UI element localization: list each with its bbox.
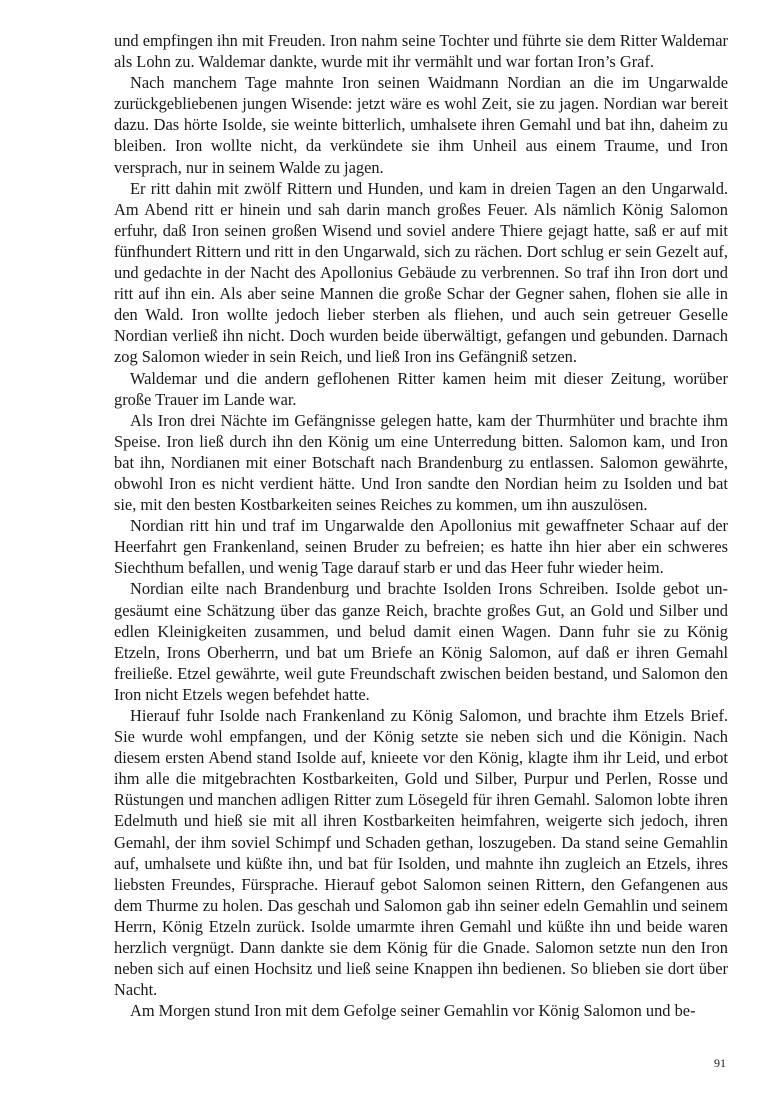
paragraph-1: und empfingen ihn mit Freuden. Iron nahm seine Tochter und führte sie dem Ritter Waldemar als Lohn zu. Waldemar dankte, wurde mit ihr vermählt und war fortan Iron’s Graf. xyxy=(114,31,728,72)
paragraph-2: Nach manchem Tage mahnte Iron seinen Waidmann Nordian an die im Ungarwalde zurückgebliebenen jungen Wisende: jetzt wäre es wohl Zeit, sie zu jagen. Nordian war bereit dazu. Das hörte Isolde, sie weinte bitterlich, umhalsete ihren Gemahl und bat ihn, daheim zu bleiben. Iron wollte nicht, da verkündete sie ihm Unheil aus einem Traume, und Iron versprach, nur in seinem Walde zu jagen. xyxy=(114,73,728,177)
page-body xyxy=(114,30,728,1021)
paragraph-5: Als Iron drei Nächte im Gefängnisse gelegen hatte, kam der Thurmhüter und brachte ihm Speise. Iron ließ durch ihn den König um eine Unterredung bitten. Salomon kam, und Iron bat ihn, Nordianen mit einer Botschaft nach Brandenburg zu entlassen. Salomon gewährte, obwohl Iron es nicht verdient hätte. Und Iron sandte den Nordian heim zu Isolden und bat sie, mit den besten Kostbarkeiten seines Reiches zu kommen, um ihn auszulösen. xyxy=(114,410,728,515)
paragraph-7: Nordian eilte nach Brandenburg und brachte Isolden Irons Schreiben. Isolde gebot ungesäumt eine Schätzung über das ganze Reich, brachte großes Gut, an Gold und Silber und edlen Kleinigkeiten zusammen, und belud damit einen Wagen. Dann fuhr sie zu König Etzeln, Irons Oberherrn, und bat um Briefe an König Salomon, auf daß er ihren Gemahl freiließe. Etzel gewährte, weil gute Freundschaft zwischen beiden bestand, und Salomon den Iron nicht Etzels wegen befehdet hatte. xyxy=(114,579,728,704)
paragraph-9: Am Morgen stund Iron mit dem Gefolge seiner Gemahlin vor König Salomon und be- xyxy=(130,1001,696,1021)
paragraph-8: Hierauf fuhr Isolde nach Frankenland zu König Salomon, und brachte ihm Etzels Brief. Sie wurde wohl empfangen, und der König setzte sie neben sich und die Königin. Nach diesem ersten Abend stand Isolde auf, knieete vor den König, klagte ihm ihr Leid, und erbot ihm alle die mitgebrachten Kostbarkeiten, Gold und Silber, Purpur und Perlen, Rosse und Rüstungen und manchen adligen Ritter zum Lösegeld für ihren Gemahl. Salomon lobte ihren Edelmuth und hieß sie mit all ihren Kostbarkeiten heimfahren, weigerte sich jedoch, ihren Gemahl, der ihm soviel Schimpf und Schaden gethan, loszugeben. Da stand seine Gemahlin auf, umhalsete und küßte ihn, und bat für Isolden, und mahnte ihn zugleich an Etzels, ihres liebsten Freundes, Fürsprache. Hierauf gebot Salomon seinen Rittern, den Gefangenen aus dem Thurme zu holen. Das geschah und Salomon gab ihn seiner edeln Gemahlin und seinem Herrn, König Etzeln zurück. Isolde umarmte ihren Gemahl und küßte ihn und beide waren herzlich vergnügt. Dann dankte sie dem König für die Gnade. Salomon setzte nun den Iron neben sich auf einen Hochsitz und ließ seine Knappen ihn bedienen. So blieben sie dort über Nacht. xyxy=(114,706,728,1000)
paragraph-3: Er ritt dahin mit zwölf Rittern und Hunden, und kam in dreien Tagen an den Ungarwald. Am Abend ritt er hinein und sah darin manch großes Feuer. Als nämlich König Salomon erfuhr, daß Iron seinen großen Wisend und soviel andere Thiere gejagt hatte, saß er auf mit fünfhundert Rittern und ritt in den Ungarwald, sich zu rächen. Dort schlug er sein Gezelt auf, und gedachte in der Nacht des Apollonius Gebäude zu verbrennen. So traf ihn Iron dort und ritt auf ihn ein. Als aber seine Mannen die große Schar der Gegner sahen, flohen sie alle in den Wald. Iron wollte jedoch lieber sterben als fliehen, und auch sein getreuer Geselle Nordian verließ ihn nicht. Doch wurden beide überwältigt, gefangen und gebunden. Darnach zog Salomon wieder in sein Reich, und ließ Iron ins Gefängniß setzen. xyxy=(114,178,728,367)
paragraph-4: Waldemar und die andern geflohenen Ritter kamen heim mit dieser Zeitung, worüber große Trauer im Lande war. xyxy=(114,368,728,409)
paragraph-6: Nordian ritt hin und traf im Ungarwalde den Apollonius mit gewaffneter Schaar auf der Heerfahrt gen Frankenland, seinen Bruder zu befreien; es hatte ihn hier aber ein schweres Siechthum befallen, und wenig Tage darauf starb er und das Heer fuhr wieder heim. xyxy=(114,516,728,578)
page-number: 91 xyxy=(714,1056,726,1070)
